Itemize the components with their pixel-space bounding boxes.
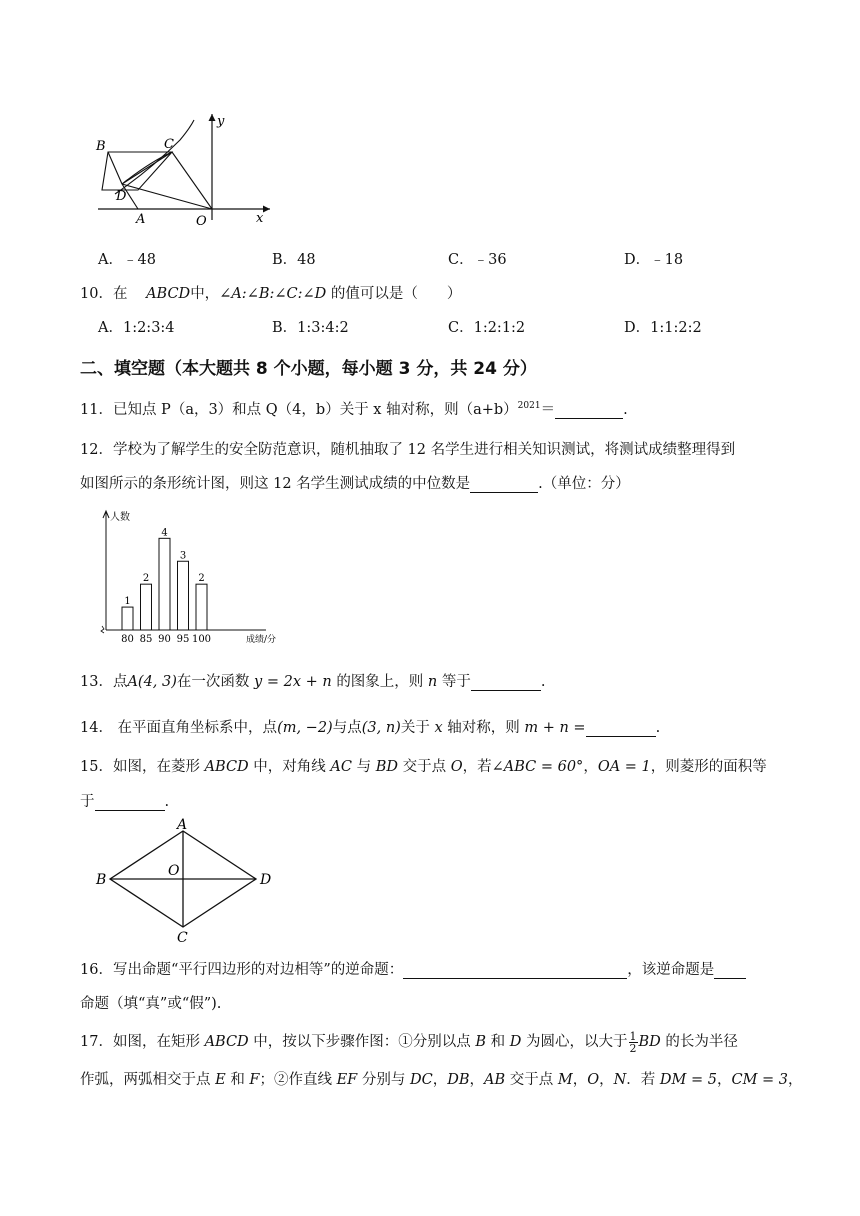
y-axis-label: 人数 [110, 512, 130, 523]
hyperbola-curve [115, 120, 194, 194]
q17-db: DB [447, 1072, 470, 1088]
q17-t3: 为圆心，以大于 [526, 1034, 628, 1050]
label-o: O [168, 863, 180, 879]
q17-o: O [587, 1072, 600, 1088]
q9-figure [90, 110, 280, 230]
x-tick-label: 90 [158, 634, 171, 645]
q17-line1 [80, 1030, 738, 1054]
q17-t2: 和 [490, 1034, 506, 1050]
q15-t3: 交于点 [402, 759, 447, 775]
q17-e: E [215, 1072, 226, 1088]
q17-l2f: ．若 [626, 1072, 656, 1088]
label-d: D [116, 189, 127, 204]
q13-answer-blank[interactable] [471, 674, 541, 691]
q10-tail: 的值可以是（ ） [330, 286, 462, 302]
q10-option-a[interactable]: A．1:2:3:4 [98, 320, 175, 336]
q14-mid3: 轴对称，则 [447, 720, 520, 736]
q14-axis: x [434, 720, 443, 736]
x-tick-label: 95 [176, 634, 190, 645]
q12-line1: 12．学校为了解学生的安全防范意识，随机抽取了 12 名学生进行相关知识测试，将测试成绩整理得到 [80, 442, 736, 458]
q17-comma4: ， [599, 1072, 614, 1088]
q12-line2 [80, 472, 630, 493]
bar [122, 607, 133, 630]
q12-end: .（单位：分） [538, 476, 630, 492]
q17-d: D [509, 1034, 522, 1050]
label-c: C [164, 137, 174, 152]
q14-mid: 与点 [332, 720, 362, 736]
q15-rhombus-figure [90, 818, 280, 946]
q17-n: N [613, 1072, 627, 1088]
segment-co [172, 152, 212, 209]
q17-pre: 17．如图，在矩形 [80, 1034, 200, 1050]
q17-bd: BD [638, 1034, 661, 1050]
q14-expr: m + n = [524, 720, 586, 736]
q14-point2: (3, n) [361, 720, 401, 736]
q16-line1 [80, 958, 746, 979]
bar-value-label: 2 [142, 573, 150, 585]
label-a: A [177, 818, 188, 833]
q15-ac: AC [330, 759, 352, 775]
q13-stem [80, 670, 545, 691]
q15-line2 [80, 790, 169, 811]
bar [141, 584, 152, 630]
q17-f: F [249, 1072, 260, 1088]
q14-point1: (m, −2) [277, 720, 333, 736]
label-a: A [136, 212, 146, 227]
q16-answer-blank-1[interactable] [403, 962, 627, 979]
q13-pre: 13．点 [80, 674, 128, 690]
q10-option-c[interactable]: C．1:2:1:2 [448, 320, 526, 336]
q10-option-b[interactable]: B．1:3:4:2 [272, 320, 349, 336]
x-axis-label: 成绩/分 [246, 635, 277, 645]
q11-exponent: 2021 [517, 401, 541, 412]
q17-t1: 中，按以下步骤作图：①分别以点 [253, 1034, 471, 1050]
label-c: C [177, 930, 188, 946]
q17-dm: DM = 5 [659, 1072, 717, 1088]
x-tick-label: 100 [191, 634, 212, 645]
q17-l2b: 和 [230, 1072, 245, 1088]
q15-shape: ABCD [204, 759, 249, 775]
q17-line2 [80, 1068, 803, 1089]
q17-l2e: 交于点 [509, 1072, 554, 1088]
q9-option-c[interactable]: C．﹣36 [448, 252, 507, 268]
q9-option-b[interactable]: B．48 [272, 252, 316, 268]
axis-break-mark [101, 626, 104, 633]
q14-answer-blank[interactable] [586, 720, 656, 737]
q10-ratio: ∠A:∠B:∠C:∠D [219, 286, 327, 302]
q14-pre: 14． 在平面直角坐标系中，点 [80, 720, 278, 736]
q17-l2d: 分别与 [361, 1072, 406, 1088]
q11-answer-blank[interactable] [555, 402, 623, 419]
q15-end: . [164, 794, 170, 810]
q17-ef: EF [336, 1072, 358, 1088]
bar [178, 561, 189, 630]
label-d: D [260, 872, 272, 888]
q17-l2c: ；②作直线 [259, 1072, 332, 1088]
q16-mid: ，该逆命题是 [627, 962, 715, 978]
q10-number: 10．在 [80, 286, 128, 302]
q16-answer-blank-2[interactable] [714, 962, 746, 979]
q17-comma2: ， [469, 1072, 484, 1088]
label-o: O [196, 214, 207, 229]
q15-t4: ，若 [462, 759, 492, 775]
bar-value-label: 1 [124, 596, 131, 608]
q17-fraction [629, 1031, 638, 1054]
q11-eq: ＝ [540, 402, 556, 418]
q11-end: . [623, 402, 628, 418]
q17-comma1: ， [432, 1072, 448, 1088]
q9-option-d[interactable]: D．﹣18 [624, 252, 684, 268]
q15-bd: BD [375, 759, 398, 775]
q14-mid2: 关于 [400, 720, 430, 736]
q15-answer-blank[interactable] [95, 794, 165, 811]
q17-l2a: 作弧，两弧相交于点 [80, 1072, 211, 1088]
q15-line2-text: 于 [80, 794, 95, 810]
q13-function: y = 2x + n [254, 674, 332, 690]
segment-bd [108, 152, 122, 184]
q17-cm: CM = 3 [731, 1072, 789, 1088]
q9-option-a[interactable]: A．﹣48 [98, 252, 156, 268]
q15-t2: 与 [356, 759, 372, 775]
q12-answer-blank[interactable] [470, 476, 538, 493]
q13-tail: 等于 [441, 674, 471, 690]
q10-shape: ABCD [146, 286, 191, 302]
q13-mid2: 的图象上，则 [336, 674, 424, 690]
bar-value-label: 3 [179, 550, 187, 562]
q15-pre: 15．如图，在菱形 [80, 759, 200, 775]
bar [196, 584, 207, 630]
q16-pre: 16．写出命题“平行四边形的对边相等”的逆命题： [80, 962, 404, 978]
q17-m: M [557, 1072, 573, 1088]
q14-stem [80, 716, 660, 737]
label-y: y [217, 114, 225, 129]
q10-stem [80, 282, 461, 303]
q15-t5: ， [583, 759, 598, 775]
fraction-numerator: 1 [629, 1029, 637, 1043]
q17-dc: DC [409, 1072, 433, 1088]
q15-oa: OA = 1 [597, 759, 651, 775]
q17-ab: AB [483, 1072, 506, 1088]
q15-t1: 中，对角线 [253, 759, 326, 775]
q10-option-d[interactable]: D．1:1:2:2 [624, 320, 702, 336]
q10-after-shape: 中， [190, 286, 220, 302]
q15-line1 [80, 755, 767, 776]
q13-point: A(4, 3) [127, 674, 177, 690]
q15-angle: ∠ABC = 60° [491, 759, 584, 775]
label-b: B [96, 872, 107, 888]
q17-b: B [475, 1034, 487, 1050]
q17-t4: 的长为半径 [665, 1034, 738, 1050]
q12-line2-text: 如图所示的条形统计图，则这 12 名学生测试成绩的中位数是 [80, 476, 471, 492]
q13-var: n [427, 674, 438, 690]
x-tick-label: 85 [139, 634, 153, 645]
label-b: B [96, 139, 106, 154]
q16-line2: 命题（填“真”或“假”). [80, 996, 222, 1012]
q15-o: O [450, 759, 463, 775]
q14-end: . [655, 720, 661, 736]
bar [159, 538, 170, 630]
q12-bar-chart [96, 508, 296, 648]
fraction-denominator: 2 [629, 1041, 637, 1055]
section-heading: 二、填空题（本大题共 8 个小题，每小题 3 分，共 24 分） [80, 359, 537, 379]
q15-t6: ，则菱形的面积等 [650, 759, 767, 775]
q13-end: . [540, 674, 546, 690]
q17-comma5: ， [716, 1072, 732, 1088]
q17-line2-end: ， [788, 1072, 803, 1088]
label-x: x [256, 211, 264, 226]
bar-value-label: 4 [161, 527, 168, 539]
q11-stem [80, 398, 628, 419]
q11-text: 11．已知点 P（a，3）和点 Q（4，b）关于 x 轴对称，则（a+b） [80, 402, 518, 418]
x-tick-label: 80 [121, 634, 134, 645]
q17-comma3: ， [572, 1072, 588, 1088]
bar-value-label: 2 [198, 573, 205, 585]
q13-mid: 在一次函数 [176, 674, 250, 690]
q17-shape: ABCD [204, 1034, 249, 1050]
